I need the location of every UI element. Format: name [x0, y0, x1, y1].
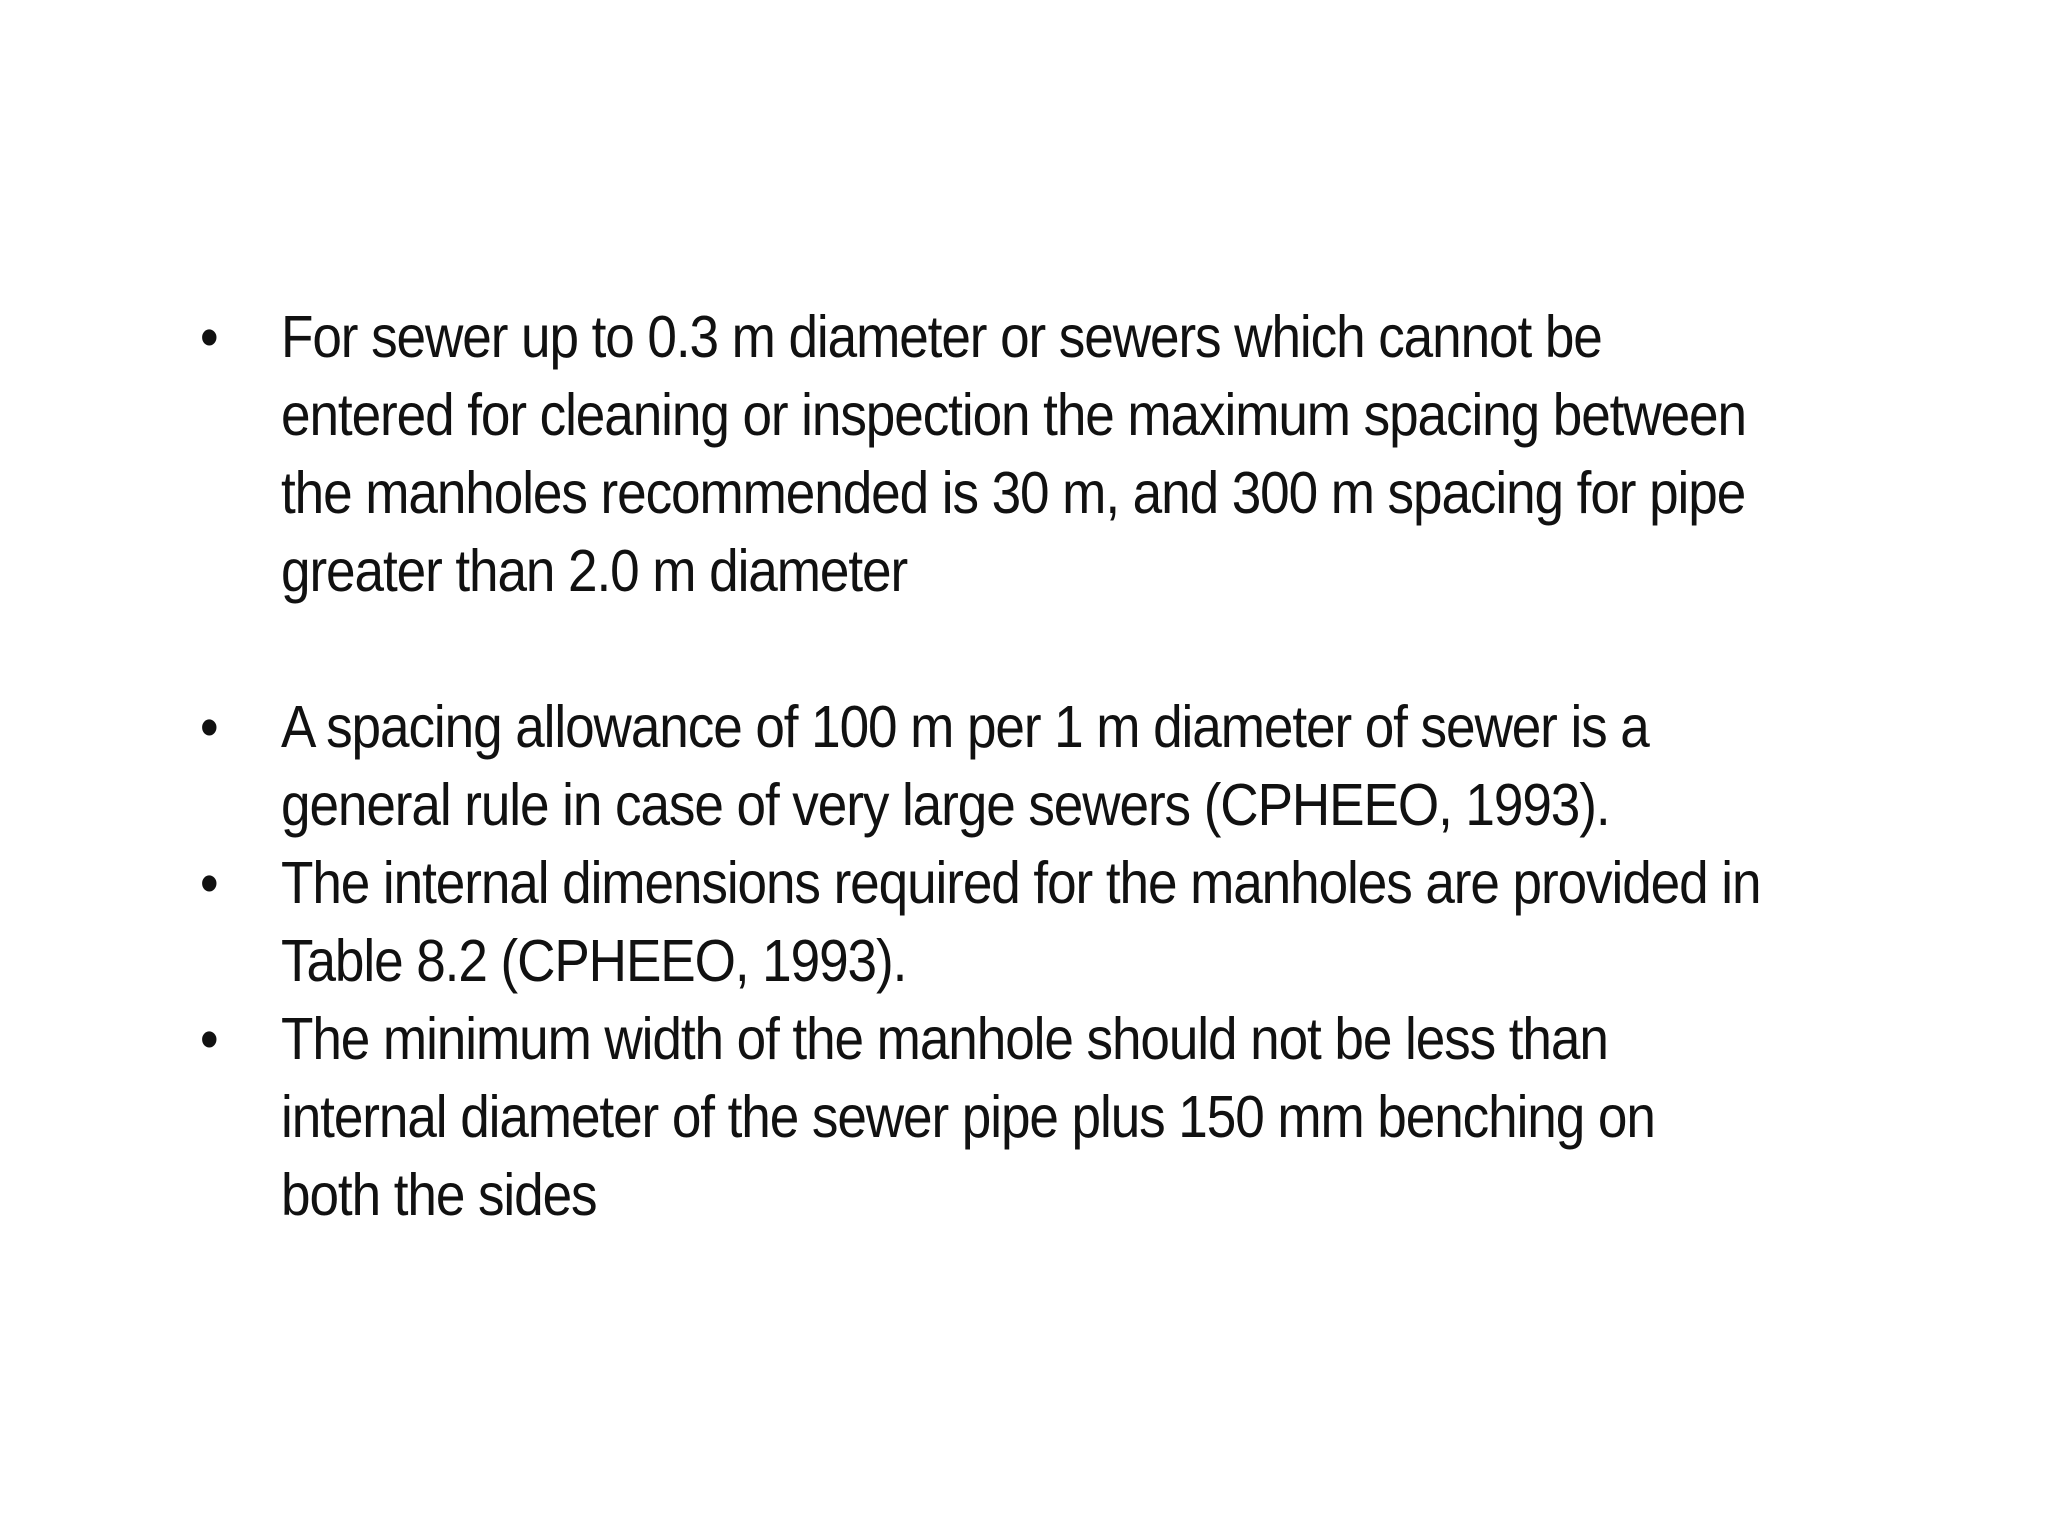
bullet-text: A spacing allowance of 100 m per 1 m diameter of sewer is a general rule in case of very large sewers (CPHEEO, 1993).	[281, 694, 1649, 838]
bullet-item-minimum-width	[200, 1000, 1766, 1234]
bullet-text: The internal dimensions required for the manholes are provided in Table 8.2 (CPHEEO, 1993).	[281, 850, 1761, 994]
bullet-text: For sewer up to 0.3 m diameter or sewers which cannot be entered for cleaning or inspection the maximum spacing between the manholes recommended is 30 m, and 300 m spacing for pipe greater than 2.0 m diameter	[281, 304, 1746, 604]
bullet-item-spacing-allowance	[200, 688, 1766, 844]
bullet-point: •	[200, 694, 218, 760]
bullet-item-internal-dimensions	[200, 844, 1766, 1000]
bullet-point: •	[200, 304, 218, 370]
bullet-list	[200, 298, 1940, 1234]
bullet-item-manhole-spacing	[200, 298, 1766, 610]
bullet-point: •	[200, 1006, 218, 1072]
bullet-text: The minimum width of the manhole should not be less than internal diameter of the sewer pipe plus 150 mm benching on both the sides	[281, 1006, 1655, 1228]
bullet-point: •	[200, 850, 218, 916]
